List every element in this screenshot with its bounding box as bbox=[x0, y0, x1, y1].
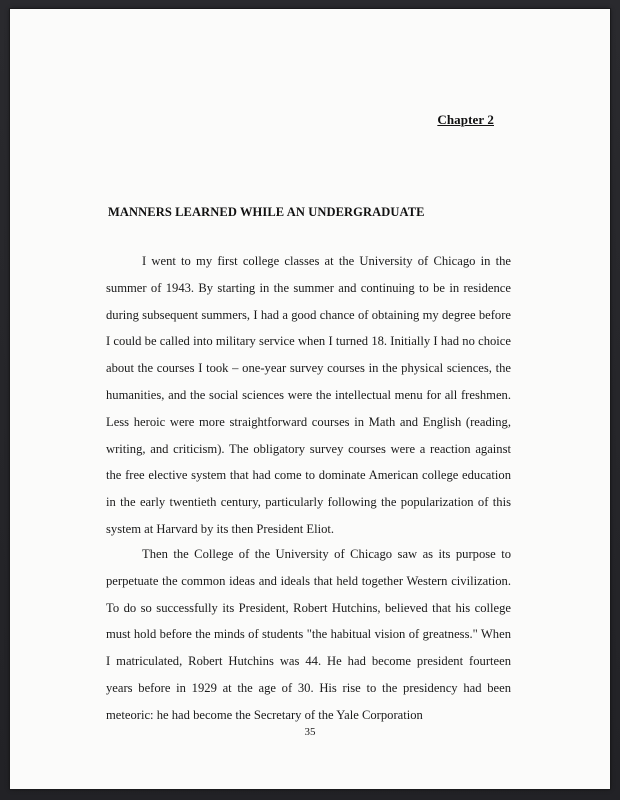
chapter-heading: Chapter 2 bbox=[437, 112, 494, 127]
page-number: 35 bbox=[304, 726, 316, 738]
paragraph-2: Then the College of the University of Chicago saw as its purpose to perpetuate the common ideas and ideals that held together Western civilization. To do so successfully its President, Robert Hutchins, believed that his college must hold before the minds of students "the habitual vision of greatness." When I matriculated, Robert Hutchins was 44. He had become president fourteen years before in 1929 at the age of 30. His rise to the presidency had been meteoric: he had become the Secretary of the Yale Corporation bbox=[106, 547, 511, 722]
section-title: MANNERS LEARNED WHILE AN UNDERGRADUATE bbox=[108, 205, 425, 219]
paragraph-1: I went to my first college classes at the University of Chicago in the summer of 1943. By starting in the summer and continuing to be in residence during subsequent summers, I had a good chance of obtaining my degree before I could be called into military service when I turned 18. Initially I had no choice about the courses I took – one-year survey courses in the physical sciences, the humanities, and the social sciences were the intellectual menu for all freshmen. Less heroic were more straightforward courses in Math and English (reading, writing, and criticism). The obligatory survey courses were a reaction against the free elective system that had come to dominate American college education in the early twentieth century, particularly following the popularization of this system at Harvard by its then President Eliot. bbox=[106, 254, 511, 536]
document-page bbox=[10, 9, 610, 789]
